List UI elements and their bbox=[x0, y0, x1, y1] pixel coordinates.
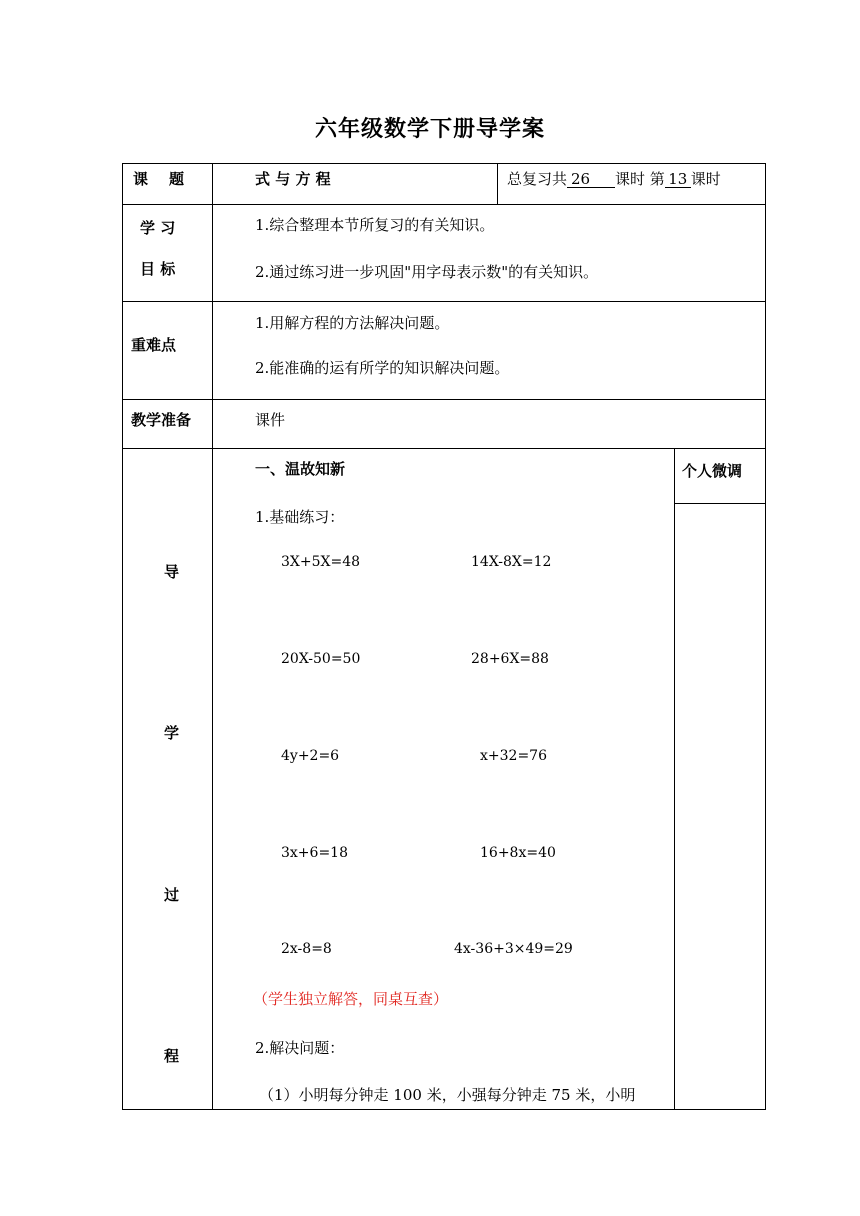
lesson-progress bbox=[507, 168, 721, 189]
equation: 3x+6=18 bbox=[281, 845, 348, 861]
goal-item: 1.综合整理本节所复习的有关知识。 bbox=[255, 216, 495, 234]
label-goals-1: 学 习 bbox=[140, 219, 176, 237]
equation: x+32=76 bbox=[480, 748, 547, 764]
topic-value: 式 与 方 程 bbox=[255, 170, 331, 188]
equation: 28+6X=88 bbox=[471, 651, 549, 667]
label-goals-2: 目 标 bbox=[140, 260, 176, 278]
personal-adjust-label: 个人微调 bbox=[682, 462, 743, 480]
key-item: 1.用解方程的方法解决问题。 bbox=[255, 314, 450, 332]
process-char: 过 bbox=[164, 886, 180, 904]
process-char: 程 bbox=[164, 1047, 180, 1065]
progress-prefix: 总复习共 bbox=[507, 170, 568, 188]
subheading-problems: 2.解决问题： bbox=[255, 1039, 345, 1057]
label-key-points: 重难点 bbox=[131, 336, 177, 354]
equation: 14X-8X=12 bbox=[471, 554, 552, 570]
key-item: 2.能准确的运有所学的知识解决问题。 bbox=[255, 359, 510, 377]
label-topic-1: 课 bbox=[133, 170, 149, 188]
page-title: 六年级数学下册导学案 bbox=[314, 117, 545, 142]
label-topic-2: 题 bbox=[169, 170, 185, 188]
equation: 2x-8=8 bbox=[281, 941, 332, 957]
section-title: 一、温故知新 bbox=[255, 460, 346, 478]
label-preparation: 教学准备 bbox=[131, 411, 192, 429]
problem-text: （1）小明每分钟走 100 米，小强每分钟走 75 米，小明 bbox=[259, 1086, 636, 1104]
total-lessons: 26 bbox=[567, 171, 615, 188]
process-char: 学 bbox=[164, 724, 180, 742]
subheading-basic: 1.基础练习： bbox=[255, 508, 345, 526]
equation: 16+8x=40 bbox=[480, 845, 556, 861]
current-lesson: 13 bbox=[665, 171, 691, 188]
equation: 3X+5X=48 bbox=[281, 554, 361, 570]
process-char: 导 bbox=[164, 563, 180, 581]
instruction-note: （学生独立解答，同桌互查） bbox=[253, 990, 449, 1008]
equation: 20X-50=50 bbox=[281, 651, 361, 667]
progress-suffix: 课时 bbox=[690, 170, 721, 188]
goal-item: 2.通过练习进一步巩固"用字母表示数"的有关知识。 bbox=[255, 263, 599, 281]
preparation-value: 课件 bbox=[255, 411, 286, 429]
equation: 4y+2=6 bbox=[281, 748, 340, 764]
equation: 4x-36+3×49=29 bbox=[454, 941, 573, 957]
progress-mid: 课时 第 bbox=[615, 170, 665, 188]
